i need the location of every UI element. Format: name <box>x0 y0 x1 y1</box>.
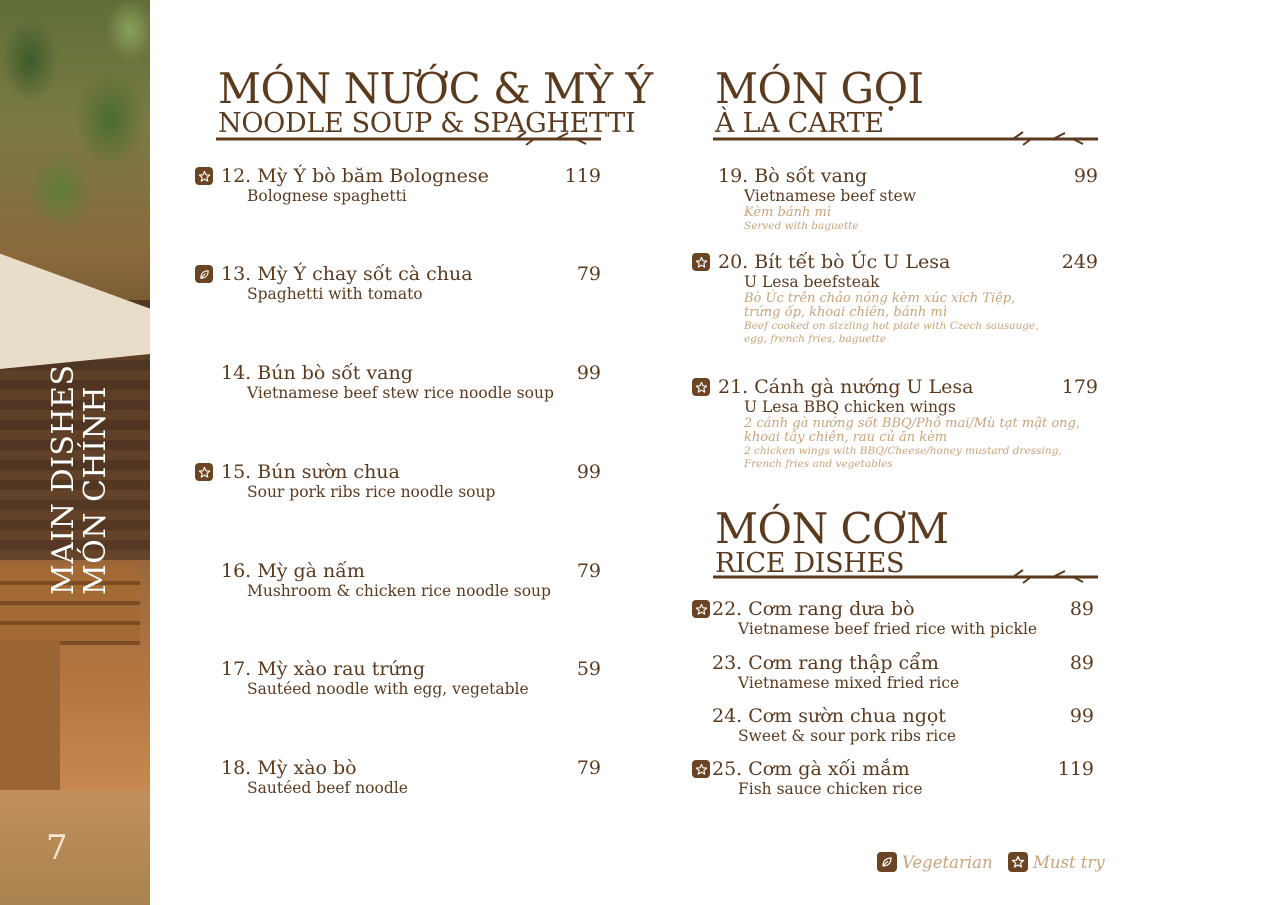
menu-item-price: 179 <box>1061 376 1098 398</box>
menu-item <box>712 652 959 693</box>
menu-item-price: 89 <box>1069 598 1094 620</box>
menu-item-name: 22. Cơm rang dưa bò <box>712 598 915 620</box>
trees-photo-area <box>0 0 150 250</box>
branch-divider-noodle <box>216 130 601 146</box>
menu-item-english-name: Spaghetti with tomato <box>247 285 423 303</box>
legend-vegetarian-label: Vegetarian <box>902 852 993 872</box>
menu-item-price: 119 <box>1057 758 1094 780</box>
menu-item-price: 79 <box>576 263 601 285</box>
section-title-noodle <box>218 64 653 139</box>
table-photo-area <box>0 640 60 790</box>
menu-item-english-name: Sautéed noodle with egg, vegetable <box>247 680 529 698</box>
star-icon <box>692 760 710 778</box>
section-title-alacarte-vi: MÓN GỌI <box>715 64 924 113</box>
menu-item-price: 89 <box>1069 652 1094 674</box>
menu-item-description: 2 cánh gà nướng sốt BBQ/Phô mai/Mù tạt mật ong, <box>744 416 1080 431</box>
menu-item-english-name: Sour pork ribs rice noodle soup <box>247 483 496 501</box>
branch-divider-alacarte <box>713 130 1098 146</box>
menu-item-price: 99 <box>576 362 601 384</box>
menu-item-english-name: Vietnamese mixed fried rice <box>738 674 960 692</box>
section-title-rice-vi: MÓN CƠM <box>715 504 949 553</box>
menu-item <box>718 165 916 233</box>
menu-item-english-name: Sweet & sour pork ribs rice <box>738 727 957 745</box>
section-title-noodle-vi: MÓN NƯỚC & MỲ Ý <box>218 64 653 113</box>
menu-item-english-name: Vietnamese beef stew rice noodle soup <box>247 384 554 402</box>
section-title-rice-en: RICE DISHES <box>715 548 905 579</box>
menu-item-english-name: Mushroom & chicken rice noodle soup <box>247 582 551 600</box>
menu-item-name: 13. Mỳ Ý chay sốt cà chua <box>221 263 473 285</box>
menu-item <box>712 758 923 799</box>
menu-item-description: khoai tây chiên, rau củ ăn kèm <box>744 430 948 445</box>
menu-item <box>221 658 529 699</box>
menu-item-price: 99 <box>1073 165 1098 187</box>
menu-item-description-en: egg, french fries, baguette <box>744 333 887 345</box>
menu-item-name: 21. Cánh gà nướng U Lesa <box>718 376 974 398</box>
menu-item <box>221 757 408 798</box>
menu-item-name: 14. Bún bò sốt vang <box>221 362 413 384</box>
branch-divider-rice <box>713 568 1098 584</box>
menu-item-english-name: U Lesa beefsteak <box>744 273 880 291</box>
menu-item <box>718 251 1039 346</box>
section-title-alacarte <box>715 64 924 139</box>
umbrella-photo-area <box>0 250 150 370</box>
section-title-noodle-en: NOODLE SOUP & SPAGHETTI <box>218 108 636 139</box>
legend-vegetarian <box>877 852 993 872</box>
section-title-alacarte-en: À LA CARTE <box>715 108 884 139</box>
menu-item-name: 20. Bít tết bò Úc U Lesa <box>718 251 951 273</box>
menu-item <box>718 376 1080 471</box>
menu-item <box>221 165 489 206</box>
menu-item-price: 79 <box>576 757 601 779</box>
menu-item-name: 25. Cơm gà xối mắm <box>712 758 910 780</box>
sidebar-title-en: MAIN DISHES <box>46 364 81 595</box>
menu-item-english-name: Vietnamese beef fried rice with pickle <box>738 620 1038 638</box>
menu-item-description-en: 2 chicken wings with BBQ/Cheese/honey mustard dressing, <box>744 445 1062 457</box>
menu-item-price: 99 <box>576 461 601 483</box>
menu-item-description: Bò Úc trên chảo nóng kèm xúc xích Tiệp, <box>744 291 1016 306</box>
menu-item <box>221 263 473 304</box>
sidebar-title-vi: MÓN CHÍNH <box>78 386 113 595</box>
menu-item-description: trứng ốp, khoai chiên, bánh mì <box>744 305 947 320</box>
page-number: 7 <box>46 828 68 868</box>
leaf-icon <box>877 852 897 872</box>
ground-photo-area <box>0 790 150 905</box>
leaf-icon <box>195 265 213 283</box>
menu-item-price: 99 <box>1069 705 1094 727</box>
menu-item-name: 24. Cơm sườn chua ngọt <box>712 705 946 727</box>
legend-must-try <box>1008 852 1105 872</box>
menu-item <box>221 362 554 403</box>
menu-item-english-name: Fish sauce chicken rice <box>738 780 923 798</box>
menu-item-description-en: Beef cooked on sizzling hot plate with Czech sausauge, <box>744 320 1039 332</box>
star-icon <box>195 463 213 481</box>
star-icon <box>692 378 710 396</box>
legend-must-try-label: Must try <box>1033 852 1105 872</box>
menu-item-name: 19. Bò sốt vang <box>718 165 868 187</box>
menu-item-english-name: Vietnamese beef stew <box>744 187 916 205</box>
menu-item-description-en: Served with baguette <box>744 220 859 232</box>
menu-item-price: 249 <box>1061 251 1098 273</box>
menu-item <box>221 461 495 502</box>
menu-item-english-name: U Lesa BBQ chicken wings <box>744 398 956 416</box>
menu-item-name: 17. Mỳ xào rau trứng <box>221 658 426 680</box>
menu-item <box>712 598 1037 639</box>
star-icon <box>195 167 213 185</box>
menu-item-english-name: Sautéed beef noodle <box>247 779 408 797</box>
menu-item-description: Kèm bánh mì <box>744 205 831 220</box>
star-icon <box>692 600 710 618</box>
menu-item-name: 23. Cơm rang thập cẩm <box>712 652 939 674</box>
menu-item-price: 79 <box>576 560 601 582</box>
star-icon <box>692 253 710 271</box>
menu-item-description-en: French fries and vegetables <box>744 458 893 470</box>
menu-item-name: 15. Bún sườn chua <box>221 461 400 483</box>
menu-item-price: 119 <box>564 165 601 187</box>
menu-item-english-name: Bolognese spaghetti <box>247 187 407 205</box>
menu-item-name: 16. Mỳ gà nấm <box>221 560 365 582</box>
star-icon <box>1008 852 1028 872</box>
menu-item-name: 18. Mỳ xào bò <box>221 757 357 779</box>
sidebar-vertical-title <box>48 364 112 595</box>
menu-item <box>221 560 551 601</box>
menu-item-price: 59 <box>576 658 601 680</box>
menu-item-name: 12. Mỳ Ý bò băm Bolognese <box>221 165 489 187</box>
menu-item <box>712 705 956 746</box>
